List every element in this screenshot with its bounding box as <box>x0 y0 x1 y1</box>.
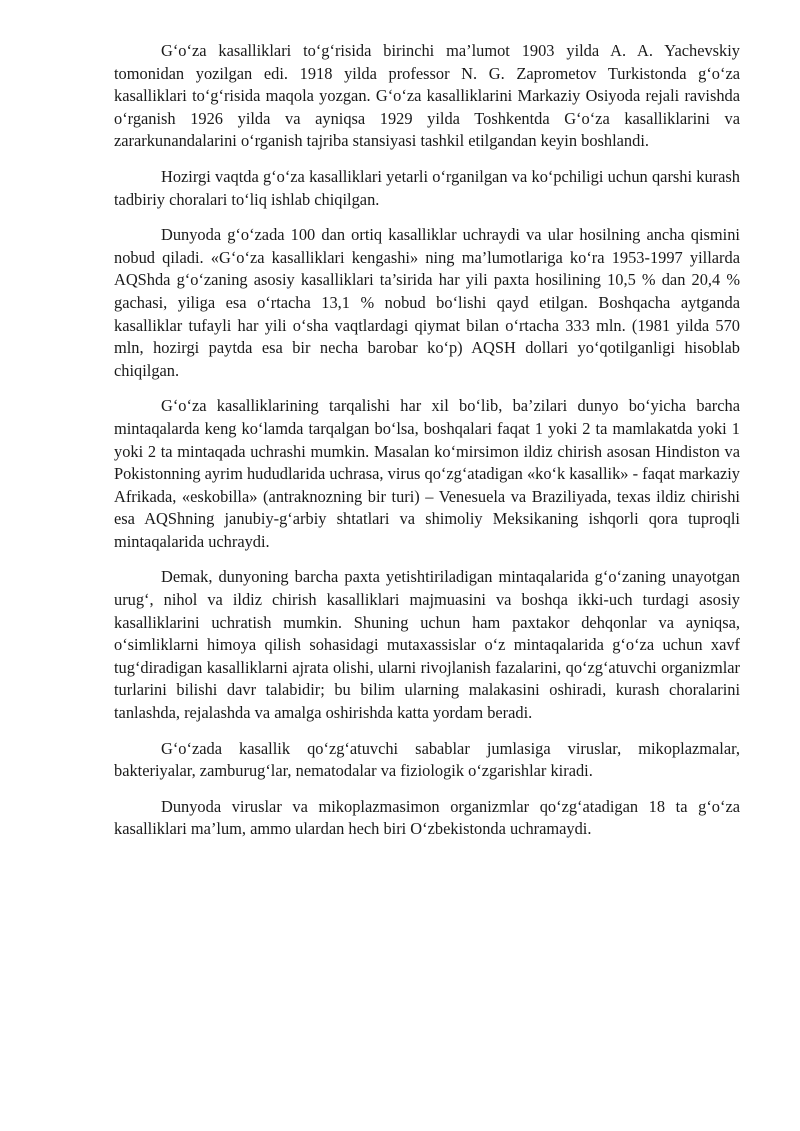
paragraph-conclusion: Demak, dunyoning barcha paxta yetishtiriladigan mintaqalarida g‘o‘zaning unayotgan urug‘, nihol va ildiz chirish kasalliklari majmuasini va boshqa ikki-uch turdagi asosiy kasalliklarini uchratish mumkin. Shuning uchun ham paxtakor dehqonlar va ayniqsa, o‘simliklarni himoya qilish sohasidagi mutaxassislar o‘z mintaqalarida g‘o‘za uchun xavf tug‘diradigan kasalliklarni ajrata olishi, ularni rivojlanish fazalarini, qo‘zg‘atuvchi organizmlar turlarini bilishi davr talabidir; bu bilim ularning malakasini oshiradi, kurash choralarini tanlashda, rejalashda va amalga oshirishda katta yordam beradi. <box>114 567 740 723</box>
paragraph-viruses: Dunyoda viruslar va mikoplazmasimon organizmlar qo‘zg‘atadigan 18 ta g‘o‘za kasalliklari ma’lum, ammo ulardan hech biri O‘zbekistonda uchramaydi. <box>114 796 740 839</box>
paragraph-causes: G‘o‘zada kasallik qo‘zg‘atuvchi sabablar jumlasiga viruslar, mikoplazmalar, bakteriyalar, zamburug‘lar, nematodalar va fiziologik o‘zgarishlar kiradi. <box>114 738 740 781</box>
paragraph-current-state: Hozirgi vaqtda g‘o‘za kasalliklari yetarli o‘rganilgan va ko‘pchiligi uchun qarshi kurash tadbiriy choralari to‘liq ishlab chiqilgan. <box>114 166 740 209</box>
paragraph-world-losses: Dunyoda g‘o‘zada 100 dan ortiq kasalliklar uchraydi va ular hosilning ancha qismini nobud qiladi. «G‘o‘za kasalliklari kengashi» ning ma’lumotlariga ko‘ra 1953-1997 yillarda AQShda g‘o‘zaning asosiy kasalliklari ta’sirida har yili paxta hosilining 10,5 % dan 20,4 % gachasi, yiliga esa o‘rtacha 13,1 % nobud bo‘lishi qayd etilgan. Boshqacha aytganda kasalliklar tufayli har yili o‘sha vaqtlardagi qiymat bilan o‘rtacha 333 mln. (1981 yilda 570 mln, hozirgi paytda esa bir necha barobar ko‘p) AQSH dollari yo‘qotilganligi hisoblab chiqilgan. <box>114 225 740 380</box>
document-page <box>114 40 740 854</box>
paragraph-distribution: G‘o‘za kasalliklarining tarqalishi har xil bo‘lib, ba’zilari dunyo bo‘yicha barcha mintaqalarda keng ko‘lamda tarqalgan bo‘lsa, boshqalari faqat 1 yoki 2 ta mamlakatda yoki 1 yoki 2 ta mintaqada uchrashi mumkin. Masalan ko‘mirsimon ildiz chirish asosan Hindiston va Pokistonning ayrim hududlarida uchrasa, virus qo‘zg‘atadigan «ko‘k kasallik» - faqat markaziy Afrikada, «eskobilla» (antraknozning bir turi) – Venesuela va Braziliyada, texas ildiz chirishi esa AQShning janubiy-g‘arbiy shtatlari va shimoliy Meksikaning ishqorli qora tuproqli mintaqalarida uchraydi. <box>114 396 740 551</box>
paragraph-history: G‘o‘za kasalliklari to‘g‘risida birinchi ma’lumot 1903 yilda A. A. Yachevskiy tomonidan yozilgan edi. 1918 yilda professor N. G. Zaprometov Turkistonda g‘o‘za kasalliklari to‘g‘risida maqola yozgan. G‘o‘za kasalliklarini Markaziy Osiyoda rejali ravishda o‘rganish 1926 yilda va ayniqsa 1929 yilda Toshkentda G‘o‘za kasalliklarini va zararkunandalarini o‘rganish tajriba stansiyasi tashkil etilgandan keyin boshlandi. <box>114 41 740 151</box>
